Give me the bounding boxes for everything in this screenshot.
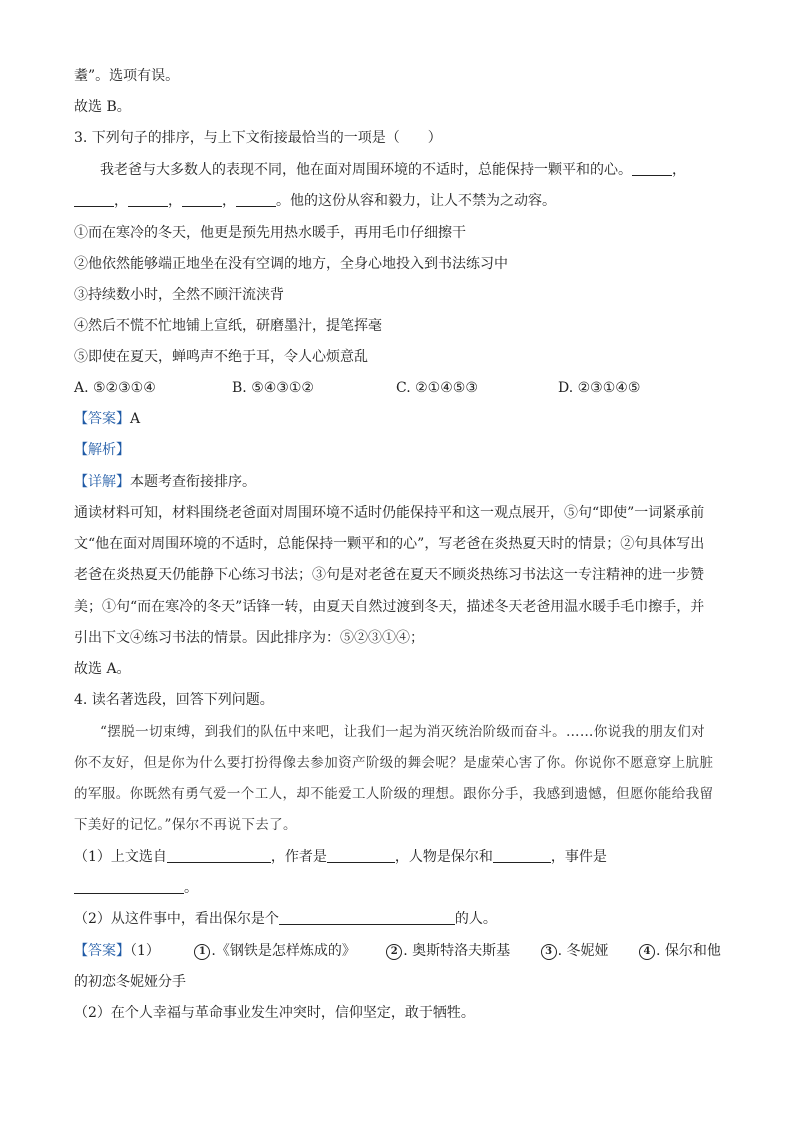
answer-label: 【答案】: [74, 943, 130, 959]
excerpt-line: 的军服。你既然有勇气爱一个工人，却不能爱工人阶级的理想。跟你分手，我感到遗憾，但愿你能给我留: [74, 786, 714, 802]
answer-value: A: [130, 411, 141, 427]
circled-number-icon: 1: [194, 944, 210, 960]
answer-blank: [493, 848, 551, 863]
q4-answer-line: 的初恋冬妮娅分手: [74, 974, 186, 990]
q4-part-1: [74, 847, 607, 867]
sentence-2: ②他依然能够端正地坐在没有空调的地方，全身心地投入到书法练习中: [74, 256, 508, 272]
explanation-line: 老爸在炎热夏天仍能静下心练习书法；③句是对老爸在夏天不顾炎热练习书法这一专注精神的进一步赞: [74, 567, 704, 583]
detail-label: 【详解】: [74, 474, 130, 490]
excerpt-line: 你不友好，但是你为什么要打扮得像去参加资产阶级的舞会呢？是虚荣心害了你。你说你不愿意穿上肮脏: [74, 755, 714, 771]
text-line: 耋”。选项有误。: [74, 68, 180, 84]
answer-label: 【答案】: [74, 411, 130, 427]
q4-part-1-cont: [74, 878, 198, 898]
excerpt-line: 下美好的记忆。”保尔不再说下去了。: [74, 817, 297, 833]
answer-text: .《钢铁是怎样炼成的》: [211, 943, 356, 959]
explanation-line: 故选 A。: [74, 661, 131, 677]
answer-blank: [74, 879, 184, 894]
sentence-4: ④然后不慌不忙地铺上宣纸，研磨墨汁，提笔挥毫: [74, 318, 382, 334]
q3-passage-line-2: [74, 191, 556, 211]
answer-text: . 奥斯特洛夫斯基: [403, 943, 511, 959]
q4-text: （2）从这件事中，看出保尔是个: [74, 911, 279, 927]
q3-passage-text: 。他的这份从容和毅力，让人不禁为之动容。: [276, 193, 556, 209]
sentence-1: ①而在寒冷的冬天，他更是预先用热水暖手，再用毛巾仔细擦干: [74, 225, 466, 241]
q4-text: 。: [184, 880, 198, 896]
q4-text: （1）上文选自: [74, 849, 167, 865]
question-3-stem: 3. 下列句子的排序，与上下文衔接最恰当的一项是（ ）: [74, 130, 442, 146]
text-line: 故选 B。: [74, 99, 131, 115]
q4-part-2: [74, 909, 497, 929]
answer-blank: [128, 192, 168, 207]
sentence-3: ③持续数小时，全然不顾汗流浃背: [74, 287, 284, 303]
answer-text: . 冬妮娅: [557, 943, 609, 959]
answer-blank: [74, 192, 114, 207]
detail-line: [74, 472, 256, 492]
excerpt-line: “摆脱一切束缚，到我们的队伍中来吧，让我们一起为消灭统治阶级而奋斗。……你说我的朋友们对: [100, 724, 706, 740]
answer-line: [74, 409, 140, 429]
analysis-label: 【解析】: [74, 442, 130, 458]
answer-blank: [182, 192, 222, 207]
q3-sep: ，: [114, 193, 128, 209]
answer-text: . 保尔和他: [656, 943, 721, 959]
circled-number-icon: 3: [541, 944, 557, 960]
explanation-line: 美；①句“而在寒冷的冬天”话锋一转，由夏天自然过渡到冬天，描述冬天老爸用温水暖手毛巾擦手，并: [74, 599, 705, 615]
answer-text: （1）: [130, 943, 160, 959]
q4-text: 的人。: [454, 911, 497, 927]
answer-blank: [327, 848, 395, 863]
option-a: A. ⑤②③①④: [74, 380, 156, 396]
answer-blank: [632, 161, 672, 176]
explanation-line: 文“他在面对周围环境的不适时，总能保持一颗平和的心”，写老爸在炎热夏天时的情景；②句具体写出: [74, 536, 705, 552]
q3-sep: ，: [672, 162, 686, 178]
option-c: C. ②①④⑤③: [396, 380, 478, 396]
q4-text: ，事件是: [550, 849, 607, 865]
option-b: B. ⑤④③①②: [232, 380, 314, 396]
sentence-5: ⑤即使在夏天，蝉鸣声不绝于耳，令人心烦意乱: [74, 349, 368, 365]
explanation-line: 通读材料可知，材料围绕老爸面对周围环境不适时仍能保持平和这一观点展开，⑤句“即使”一词紧承前: [74, 505, 705, 521]
circled-number-icon: 2: [386, 944, 402, 960]
q4-answer-line: [74, 941, 721, 961]
explanation-line: 引出下文④练习书法的情景。因此排序为：⑤②③①④；: [74, 630, 424, 646]
q3-passage-text: 我老爸与大多数人的表现不同，他在面对周围环境的不适时，总能保持一颗平和的心。: [100, 162, 632, 178]
circled-number-icon: 4: [639, 944, 655, 960]
q3-sep: ，: [168, 193, 182, 209]
answer-blank: [279, 910, 455, 925]
question-4-stem: 4. 读名著选段，回答下列问题。: [74, 692, 274, 708]
detail-text: 本题考查衔接排序。: [130, 474, 256, 490]
option-d: D. ②③①④⑤: [558, 380, 641, 396]
answer-blank: [236, 192, 276, 207]
q4-text: ，人物是保尔和: [394, 849, 493, 865]
answer-blank: [167, 848, 271, 863]
q3-sep: ，: [222, 193, 236, 209]
q4-answer-line: （2）在个人幸福与革命事业发生冲突时，信仰坚定，敢于牺牲。: [74, 1005, 475, 1021]
q3-passage-line-1: [100, 160, 686, 180]
q4-text: ，作者是: [270, 849, 327, 865]
